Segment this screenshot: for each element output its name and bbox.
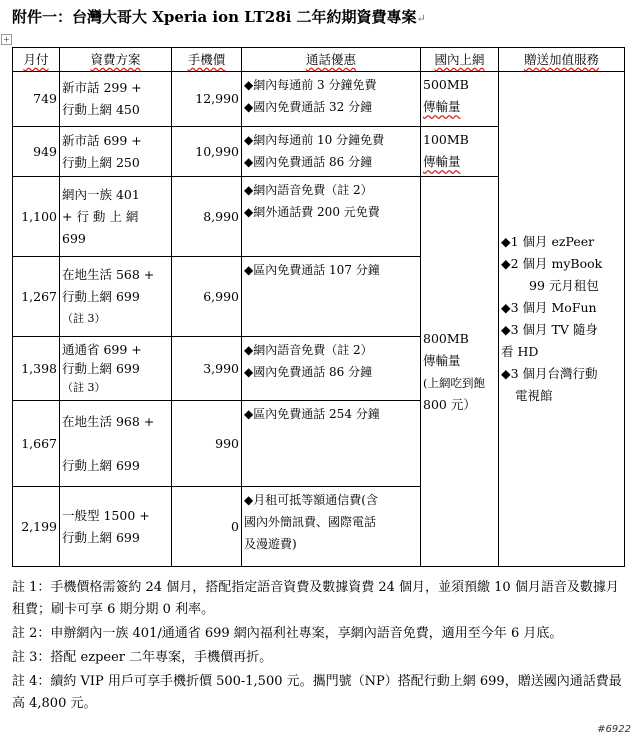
table-row (13, 72, 625, 127)
header-gifts: 贈送加值服務 (499, 48, 625, 72)
watermark-label: #6922 (597, 724, 631, 735)
phone-price: 10,990 (172, 127, 242, 177)
header-data: 國內上網 (421, 48, 499, 72)
call-benefits: ◆區內免費通話 254 分鐘 (242, 401, 421, 487)
plan-name: 一般型 1500 + 行動上網 699 (60, 487, 172, 567)
phone-price: 3,990 (172, 337, 242, 401)
plan-name: 通通省 699 + 行動上網 699 （註 3） (60, 337, 172, 401)
phone-price: 990 (172, 401, 242, 487)
footnote-2: 註 2：申辦網內一族 401/通通省 699 網內福利社專案，享網內語音免費，適用至今年 6 月底。 (12, 626, 563, 641)
plan-name: 在地生活 968 + 行動上網 699 (60, 401, 172, 487)
table-header-row (13, 48, 625, 72)
monthly-fee: 949 (13, 127, 60, 177)
footnote-4: 註 4：續約 VIP 用戶可享手機折價 500-1,500 元。攜門號（NP）搭配行動上網 699，贈送國內通話費最高 4,800 元。 (12, 674, 622, 711)
plan-name: 新市話 699 + 行動上網 250 (60, 127, 172, 177)
call-benefits: ◆區內免費通話 107 分鐘 (242, 257, 421, 337)
phone-price: 12,990 (172, 72, 242, 127)
header-calls: 通話優惠 (242, 48, 421, 72)
phone-price: 6,990 (172, 257, 242, 337)
header-monthly: 月付 (13, 48, 60, 72)
header-plan: 資費方案 (60, 48, 172, 72)
plan-name: 網內一族 401 + 行 動 上 網 699 (60, 177, 172, 257)
header-price: 手機價 (172, 48, 242, 72)
monthly-fee: 749 (13, 72, 60, 127)
table-anchor-icon[interactable]: + (1, 34, 12, 45)
call-benefits: ◆月租可抵等額通信費(含 國內外簡訊費、國際電話 及漫遊費) (242, 487, 421, 567)
footnote-1: 註 1：手機價格需簽約 24 個月，搭配指定語音資費及數據資費 24 個月，並須預繳 10 個月語音及數據月租費；刷卡可享 6 期分期 0 利率。 (12, 580, 619, 617)
phone-price: 0 (172, 487, 242, 567)
call-benefits: ◆網內語音免費（註 2） ◆國內免費通話 86 分鐘 (242, 337, 421, 401)
footnotes (12, 577, 627, 715)
data-allowance: 500MB 傳輸量 (421, 72, 499, 127)
monthly-fee: 2,199 (13, 487, 60, 567)
plan-table (12, 47, 625, 567)
gift-services: ◆1 個月 ezPeer ◆2 個月 myBook 99 元月租包 ◆3 個月 MoFun ◆3 個月 TV 隨身 看 HD ◆3 個月台灣行動 電視館 (499, 72, 625, 567)
monthly-fee: 1,667 (13, 401, 60, 487)
monthly-fee: 1,267 (13, 257, 60, 337)
footnote-3: 註 3：搭配 ezpeer 二年專案，手機價再折。 (12, 650, 273, 665)
data-allowance: 100MB 傳輸量 (421, 127, 499, 177)
plan-name: 新市話 299 + 行動上網 450 (60, 72, 172, 127)
document-title: 附件一：台灣大哥大 Xperia ion LT28i 二年約期資費專案↵ (12, 8, 426, 26)
call-benefits: ◆網內每通前 3 分鐘免費 ◆國內免費通話 32 分鐘 (242, 72, 421, 127)
monthly-fee: 1,100 (13, 177, 60, 257)
call-benefits: ◆網內每通前 10 分鐘免費 ◆國內免費通話 86 分鐘 (242, 127, 421, 177)
monthly-fee: 1,398 (13, 337, 60, 401)
data-allowance: 800MB 傳輸量 (上網吃到飽 800 元） (421, 177, 499, 567)
phone-price: 8,990 (172, 177, 242, 257)
call-benefits: ◆網內語音免費（註 2） ◆網外通話費 200 元免費 (242, 177, 421, 257)
plan-name: 在地生活 568 + 行動上網 699 （註 3） (60, 257, 172, 337)
